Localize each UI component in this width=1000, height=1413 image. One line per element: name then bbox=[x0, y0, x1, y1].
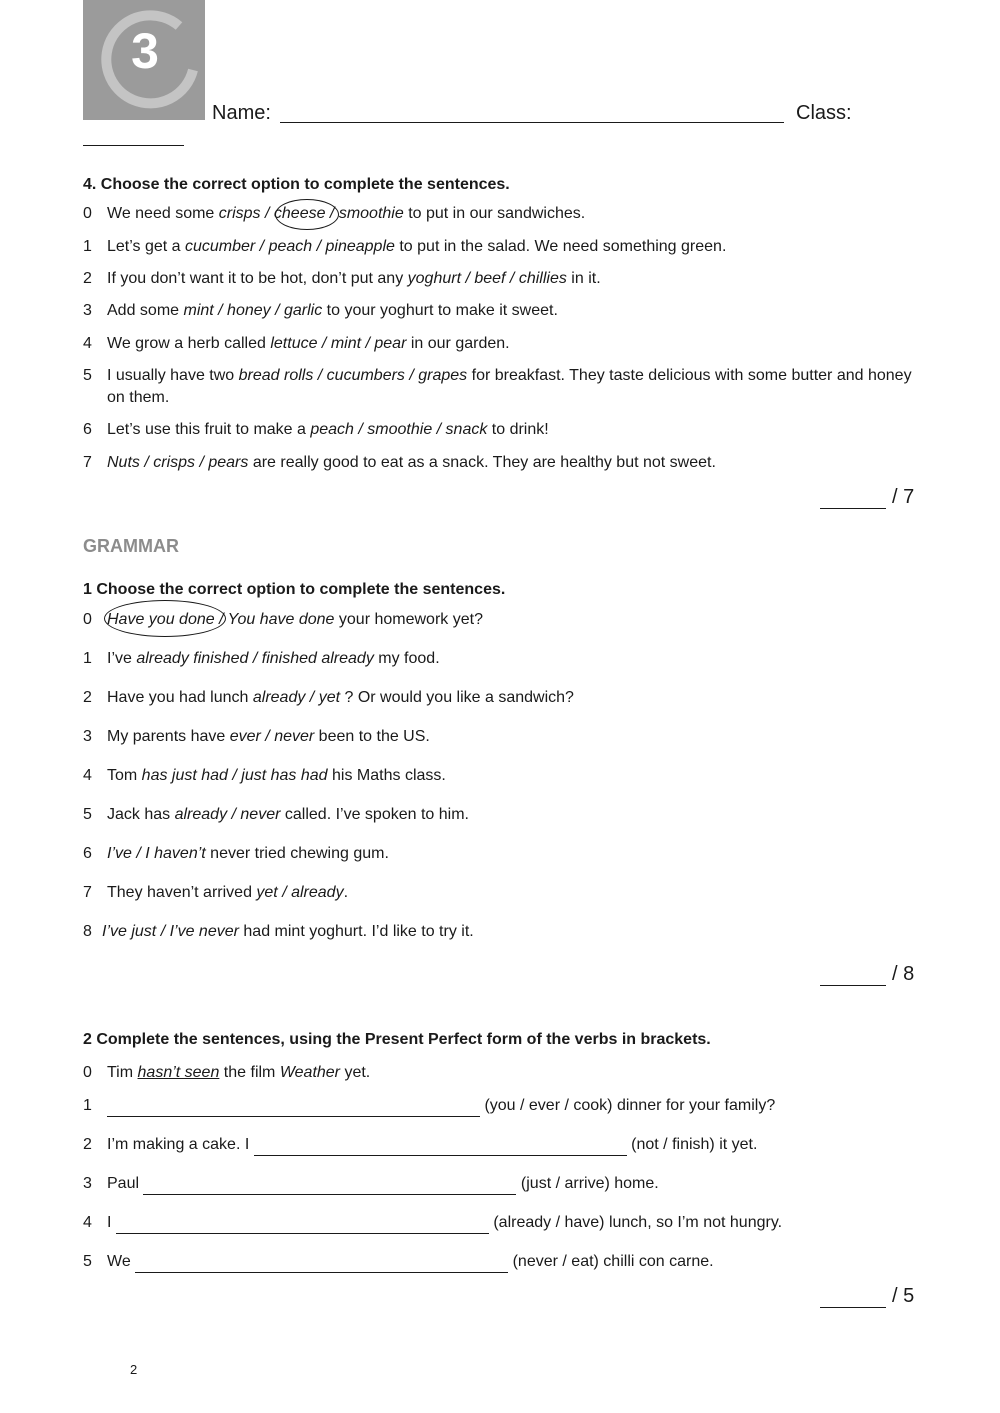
item-number: 5 bbox=[83, 806, 92, 823]
score-field[interactable] bbox=[820, 490, 886, 509]
item-options[interactable]: already finished / finished already bbox=[136, 650, 374, 667]
answer-blank[interactable] bbox=[254, 1140, 627, 1156]
item-text: (not / finish) it yet. bbox=[626, 1136, 758, 1153]
list-item bbox=[83, 648, 923, 670]
item-number: 0 bbox=[83, 611, 92, 628]
item-text: My parents have bbox=[107, 728, 230, 745]
item-text: We grow a herb called bbox=[107, 335, 271, 352]
item-options[interactable]: I’ve just / I’ve never bbox=[102, 923, 239, 940]
page-number: 2 bbox=[130, 1362, 138, 1377]
item-option-circled: cheese bbox=[273, 205, 326, 222]
list-item bbox=[83, 804, 923, 826]
item-number: 7 bbox=[83, 884, 92, 901]
item-text: Tim bbox=[107, 1064, 138, 1081]
item-number: 0 bbox=[83, 1064, 92, 1081]
item-text: been to the US. bbox=[314, 728, 430, 745]
item-number: 5 bbox=[83, 1253, 92, 1270]
item-text: for breakfast. They taste delicious with some butter and honey on them. bbox=[107, 367, 912, 406]
item-number: 1 bbox=[83, 238, 92, 255]
grammar-task1-title: 1 Choose the correct option to complete the sentences. bbox=[83, 581, 506, 598]
item-text: I’ve bbox=[107, 650, 137, 667]
item-text: in our garden. bbox=[406, 335, 510, 352]
item-text: his Maths class. bbox=[327, 767, 446, 784]
answer-circle bbox=[104, 600, 226, 637]
item-text: Add some bbox=[107, 302, 184, 319]
item-text: Paul bbox=[107, 1175, 144, 1192]
item-text: in it. bbox=[566, 270, 601, 287]
item-text: Jack has bbox=[107, 806, 175, 823]
item-number: 4 bbox=[83, 335, 92, 352]
answer-blank[interactable] bbox=[135, 1257, 508, 1273]
item-option: crisps / bbox=[218, 205, 274, 222]
item-options[interactable]: peach / smoothie / snack bbox=[310, 421, 488, 438]
name-row bbox=[212, 103, 852, 123]
list-item bbox=[83, 365, 923, 409]
item-text: to put in the salad. We need something green. bbox=[394, 238, 727, 255]
item-text: (never / eat) chilli con carne. bbox=[508, 1253, 714, 1270]
film-title: Weather bbox=[279, 1064, 341, 1081]
list-item bbox=[83, 419, 923, 441]
score-field[interactable] bbox=[820, 1289, 886, 1308]
item-options[interactable]: lettuce / mint / pear bbox=[270, 335, 407, 352]
list-item bbox=[83, 333, 923, 355]
score-total: / 7 bbox=[892, 486, 915, 508]
item-text: Let’s use this fruit to make a bbox=[107, 421, 311, 438]
score-total: / 8 bbox=[892, 963, 915, 985]
item-options[interactable]: bread rolls / cucumbers / grapes bbox=[238, 367, 468, 384]
item-options[interactable]: has just had / just has had bbox=[141, 767, 328, 784]
list-item bbox=[83, 882, 923, 904]
list-item bbox=[83, 687, 923, 709]
example-answer: hasn’t seen bbox=[137, 1064, 220, 1081]
item-text: I usually have two bbox=[107, 367, 239, 384]
item-text: the film bbox=[219, 1064, 280, 1081]
item-text: (you / ever / cook) dinner for your family? bbox=[480, 1097, 776, 1114]
name-field[interactable] bbox=[280, 104, 784, 123]
item-number: 2 bbox=[83, 689, 92, 706]
list-item bbox=[83, 765, 923, 787]
item-text: (already / have) lunch, so I’m not hungry. bbox=[488, 1214, 783, 1231]
list-item bbox=[83, 300, 923, 322]
class-field[interactable] bbox=[83, 145, 184, 146]
list-item bbox=[83, 1251, 923, 1273]
list-item bbox=[83, 236, 923, 258]
list-item bbox=[83, 1134, 923, 1156]
list-item bbox=[83, 452, 923, 474]
list-item bbox=[83, 1212, 923, 1234]
item-text: I’m making a cake. I bbox=[107, 1136, 254, 1153]
list-item bbox=[83, 921, 923, 943]
item-number: 4 bbox=[83, 1214, 92, 1231]
vocab-task-title: 4. Choose the correct option to complete the sentences. bbox=[83, 176, 510, 193]
answer-blank[interactable] bbox=[116, 1218, 489, 1234]
list-item bbox=[83, 203, 923, 225]
item-options[interactable]: Nuts / crisps / pears bbox=[107, 454, 249, 471]
item-options[interactable]: I’ve / I haven’t bbox=[107, 845, 206, 862]
item-text: called. I’ve spoken to him. bbox=[280, 806, 469, 823]
item-options[interactable]: Have you done / You have done bbox=[107, 611, 335, 628]
unit-badge bbox=[83, 0, 205, 120]
grammar2-score bbox=[820, 1285, 914, 1308]
item-number: 3 bbox=[83, 1175, 92, 1192]
item-number: 3 bbox=[83, 302, 92, 319]
grammar1-score bbox=[820, 963, 914, 986]
item-text: are really good to eat as a snack. They are healthy but not sweet. bbox=[248, 454, 716, 471]
class-label: Class: bbox=[796, 102, 852, 124]
list-item bbox=[83, 268, 923, 290]
list-item-example bbox=[83, 1062, 923, 1084]
score-field[interactable] bbox=[820, 967, 886, 986]
list-item bbox=[83, 843, 923, 865]
answer-blank[interactable] bbox=[143, 1179, 516, 1195]
item-text: . bbox=[343, 884, 349, 901]
item-text: They haven’t arrived bbox=[107, 884, 257, 901]
item-options[interactable]: mint / honey / garlic bbox=[183, 302, 323, 319]
item-text: ? Or would you like a sandwich? bbox=[340, 689, 574, 706]
item-option: / smoothie bbox=[325, 205, 404, 222]
item-text: We need some bbox=[107, 205, 219, 222]
item-number: 5 bbox=[83, 367, 92, 384]
list-item bbox=[83, 1095, 923, 1117]
item-number: 1 bbox=[83, 1097, 92, 1114]
item-text: yet. bbox=[340, 1064, 371, 1081]
item-text: (just / arrive) home. bbox=[516, 1175, 659, 1192]
item-options[interactable]: already / never bbox=[174, 806, 281, 823]
item-number: 1 bbox=[83, 650, 92, 667]
list-item bbox=[83, 726, 923, 748]
item-number: 6 bbox=[83, 845, 92, 862]
item-text: If you don’t want it to be hot, don’t put any bbox=[107, 270, 408, 287]
answer-blank[interactable] bbox=[107, 1101, 480, 1117]
item-number: 8 bbox=[83, 923, 92, 940]
list-item bbox=[83, 1173, 923, 1195]
score-total: / 5 bbox=[892, 1285, 915, 1307]
item-text: had mint yoghurt. I’d like to try it. bbox=[238, 923, 474, 940]
item-number: 7 bbox=[83, 454, 92, 471]
item-text: Tom bbox=[107, 767, 142, 784]
item-text: Let’s get a bbox=[107, 238, 185, 255]
item-options[interactable]: yet / already bbox=[256, 884, 344, 901]
item-number: 4 bbox=[83, 767, 92, 784]
item-options[interactable]: ever / never bbox=[229, 728, 315, 745]
item-number: 0 bbox=[83, 205, 92, 222]
name-label: Name: bbox=[212, 102, 271, 124]
answer-circle bbox=[275, 199, 339, 230]
item-text: to your yoghurt to make it sweet. bbox=[322, 302, 558, 319]
item-options[interactable]: yoghurt / beef / chillies bbox=[407, 270, 567, 287]
section-title: GRAMMAR bbox=[83, 536, 179, 556]
item-text: Have you had lunch bbox=[107, 689, 253, 706]
item-number: 2 bbox=[83, 1136, 92, 1153]
grammar-task2-title: 2 Complete the sentences, using the Present Perfect form of the verbs in brackets. bbox=[83, 1031, 711, 1048]
item-text: I bbox=[107, 1214, 116, 1231]
item-text: to drink! bbox=[487, 421, 549, 438]
item-text: never tried chewing gum. bbox=[205, 845, 389, 862]
item-number: 3 bbox=[83, 728, 92, 745]
item-text: We bbox=[107, 1253, 136, 1270]
unit-number: 3 bbox=[131, 23, 159, 79]
vocab-score bbox=[820, 486, 914, 509]
item-text: to put in our sandwiches. bbox=[403, 205, 586, 222]
item-options[interactable]: already / yet bbox=[252, 689, 341, 706]
item-options[interactable]: cucumber / peach / pineapple bbox=[184, 238, 395, 255]
item-number: 6 bbox=[83, 421, 92, 438]
item-text: my food. bbox=[373, 650, 440, 667]
item-number: 2 bbox=[83, 270, 92, 287]
item-text: your homework yet? bbox=[334, 611, 483, 628]
